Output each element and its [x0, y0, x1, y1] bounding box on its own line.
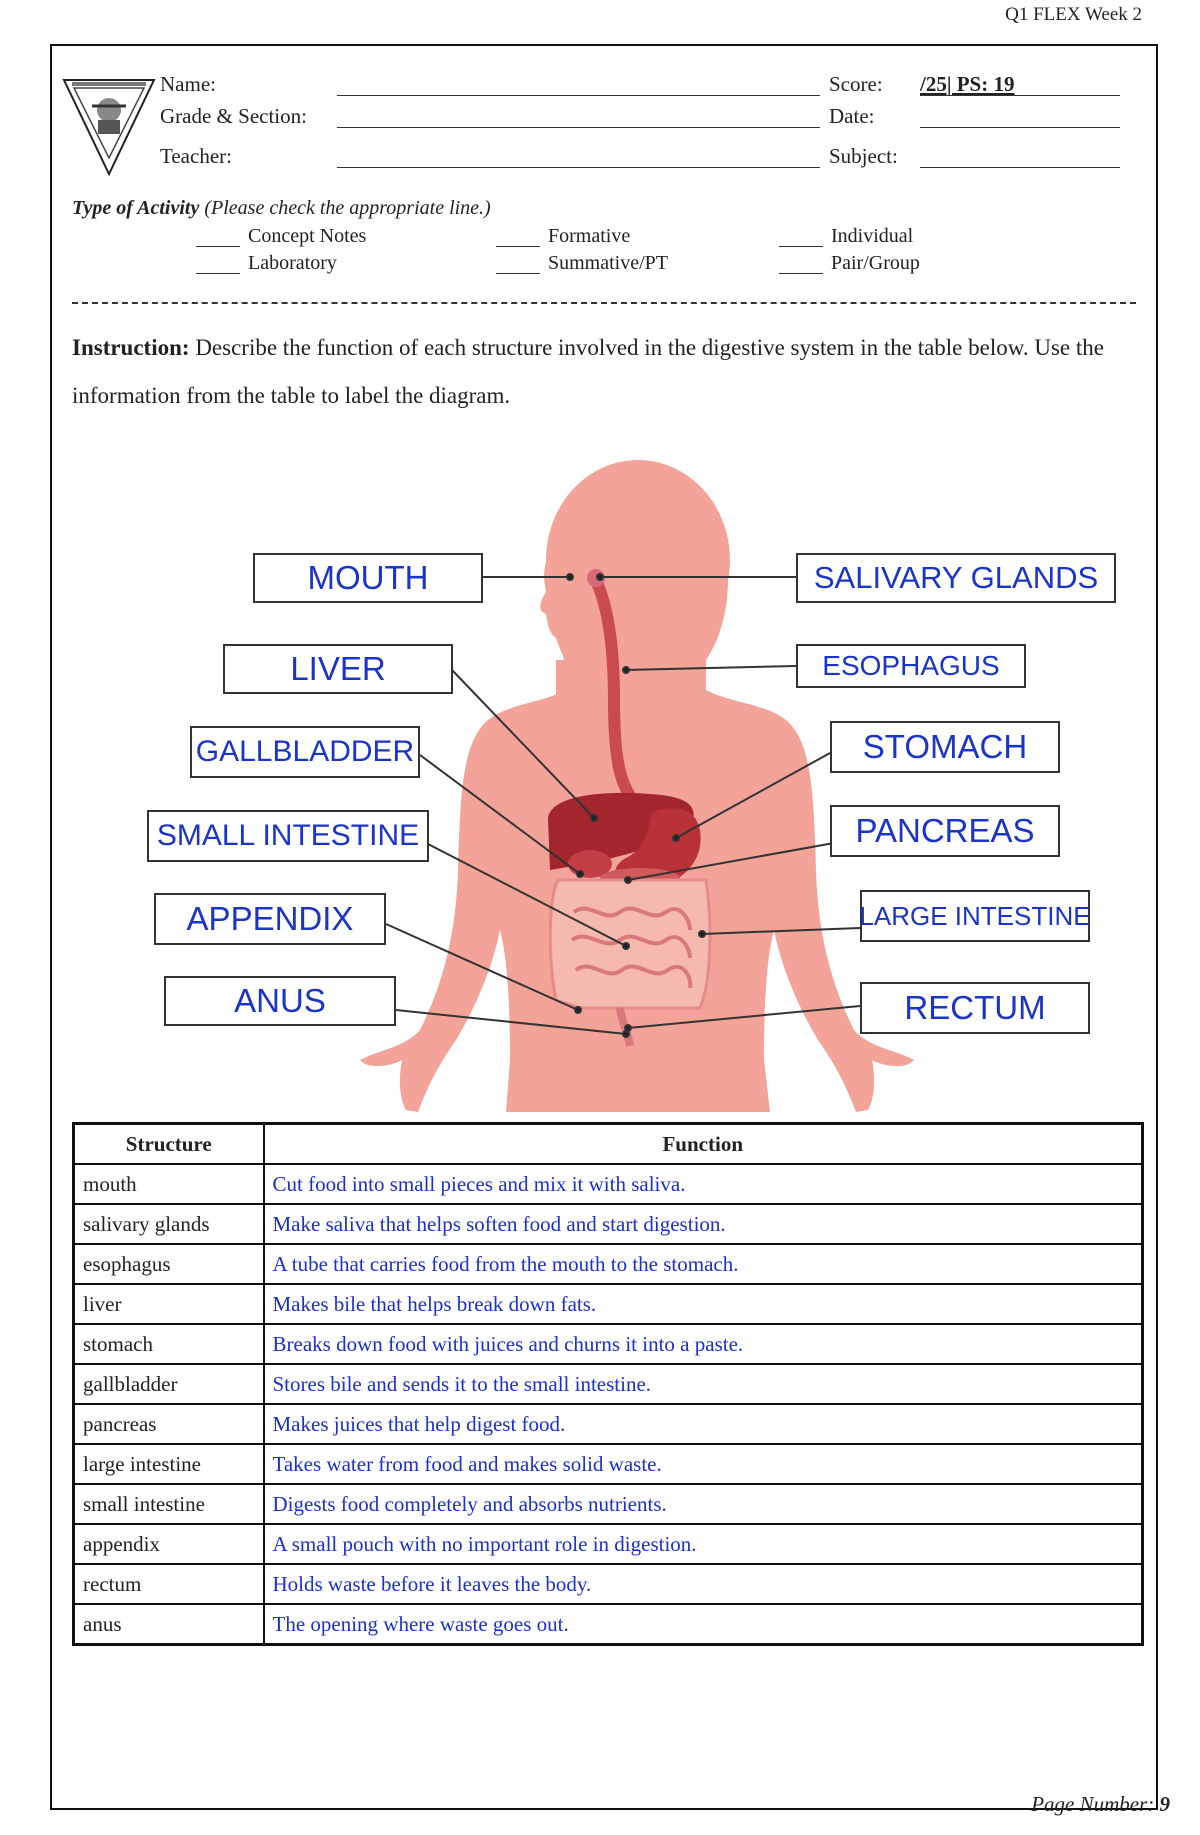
function-cell[interactable]: Holds waste before it leaves the body. [264, 1564, 1143, 1604]
table-row [74, 1284, 1143, 1324]
table-row [74, 1324, 1143, 1364]
function-cell[interactable]: Make saliva that helps soften food and start digestion. [264, 1204, 1143, 1244]
individual-checkline[interactable] [779, 246, 823, 247]
function-cell[interactable]: Breaks down food with juices and churns it into a paste. [264, 1324, 1143, 1364]
activity-title: Type of Activity (Please check the appropriate line.) [72, 197, 491, 219]
label-appendix: APPENDIX [154, 893, 386, 945]
table-row [74, 1444, 1143, 1484]
structure-cell: mouth [74, 1164, 264, 1204]
teacher-field[interactable] [337, 167, 820, 168]
score-label: Score: [829, 72, 883, 96]
label-anus: ANUS [164, 976, 396, 1026]
label-esophagus: ESOPHAGUS [796, 644, 1026, 688]
table-row [74, 1564, 1143, 1604]
label-gallbladder: GALLBLADDER [190, 726, 420, 778]
label-mouth: MOUTH [253, 553, 483, 603]
structure-cell: small intestine [74, 1484, 264, 1524]
function-table [72, 1122, 1144, 1646]
function-cell[interactable]: Makes bile that helps break down fats. [264, 1284, 1143, 1324]
option-summative-pt: Summative/PT [548, 252, 668, 274]
score-field[interactable] [920, 95, 1120, 96]
structure-header: Structure [74, 1124, 264, 1165]
structure-cell: anus [74, 1604, 264, 1645]
structure-cell: stomach [74, 1324, 264, 1364]
pair-group-checkline[interactable] [779, 273, 823, 274]
structure-cell: rectum [74, 1564, 264, 1604]
table-row [74, 1484, 1143, 1524]
summative-checkline[interactable] [496, 273, 540, 274]
laboratory-checkline[interactable] [196, 273, 240, 274]
table-row [74, 1604, 1143, 1645]
table-row [74, 1524, 1143, 1564]
name-label: Name: [160, 72, 216, 96]
label-small-intestine: SMALL INTESTINE [147, 810, 429, 862]
structure-cell: salivary glands [74, 1204, 264, 1244]
instruction-text: Instruction: Describe the function of each structure involved in the digestive system in the table below. Use the information from the table to label the diagram. [72, 335, 1104, 408]
label-large-intestine: LARGE INTESTINE [860, 890, 1090, 942]
section-divider [72, 302, 1136, 304]
function-cell[interactable]: The opening where waste goes out. [264, 1604, 1143, 1645]
subject-label: Subject: [829, 144, 898, 168]
name-field[interactable] [337, 95, 820, 96]
function-header: Function [264, 1124, 1143, 1165]
function-cell[interactable]: Takes water from food and makes solid waste. [264, 1444, 1143, 1484]
label-rectum: RECTUM [860, 982, 1090, 1034]
option-laboratory: Laboratory [248, 252, 337, 274]
function-cell[interactable]: Stores bile and sends it to the small intestine. [264, 1364, 1143, 1404]
function-cell[interactable]: A tube that carries food from the mouth to the stomach. [264, 1244, 1143, 1284]
page-number: Page Number: 9 [1031, 1792, 1170, 1816]
date-label: Date: [829, 104, 875, 128]
function-cell[interactable]: Makes juices that help digest food. [264, 1404, 1143, 1444]
structure-cell: large intestine [74, 1444, 264, 1484]
option-formative: Formative [548, 225, 631, 247]
structure-cell: appendix [74, 1524, 264, 1564]
label-liver: LIVER [223, 644, 453, 694]
grade-section-label: Grade & Section: [160, 104, 307, 128]
concept-notes-checkline[interactable] [196, 246, 240, 247]
label-pancreas: PANCREAS [830, 805, 1060, 857]
school-seal-icon [62, 76, 156, 176]
structure-cell: liver [74, 1284, 264, 1324]
option-concept-notes: Concept Notes [248, 225, 367, 247]
formative-checkline[interactable] [496, 246, 540, 247]
teacher-label: Teacher: [160, 144, 232, 168]
table-header-row [74, 1124, 1143, 1165]
function-cell[interactable]: A small pouch with no important role in digestion. [264, 1524, 1143, 1564]
table-row [74, 1164, 1143, 1204]
function-cell[interactable]: Cut food into small pieces and mix it with saliva. [264, 1164, 1143, 1204]
label-salivary-glands: SALIVARY GLANDS [796, 553, 1116, 603]
table-row [74, 1204, 1143, 1244]
subject-field[interactable] [920, 167, 1120, 168]
structure-cell: gallbladder [74, 1364, 264, 1404]
grade-section-field[interactable] [337, 127, 820, 128]
date-field[interactable] [920, 127, 1120, 128]
option-pair-group: Pair/Group [831, 252, 920, 274]
score-value: /25| PS: 19 [920, 72, 1015, 96]
table-row [74, 1404, 1143, 1444]
option-individual: Individual [831, 225, 914, 247]
week-label: Q1 FLEX Week 2 [1005, 4, 1142, 25]
function-cell[interactable]: Digests food completely and absorbs nutrients. [264, 1484, 1143, 1524]
structure-cell: esophagus [74, 1244, 264, 1284]
table-row [74, 1364, 1143, 1404]
label-stomach: STOMACH [830, 721, 1060, 773]
structure-cell: pancreas [74, 1404, 264, 1444]
table-row [74, 1244, 1143, 1284]
